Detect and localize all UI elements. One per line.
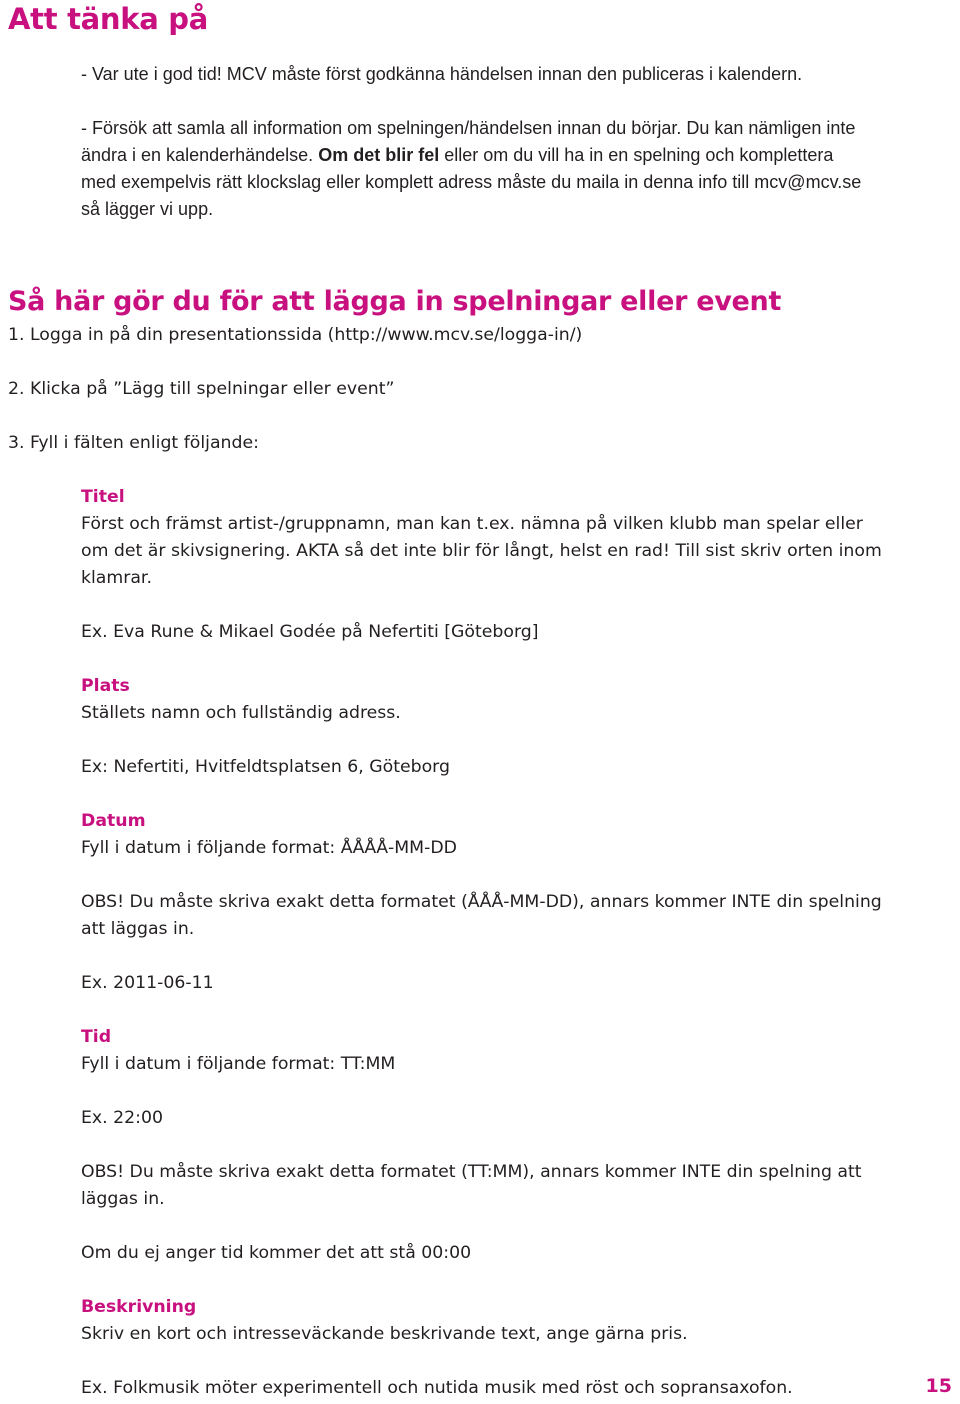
field-datum-desc: Fyll i datum i följande format: ÅÅÅÅ-MM-DD [81,838,457,858]
field-datum-obs: OBS! Du måste skriva exakt detta formatet (ÅÅÅ-MM-DD), annars kommer INTE din spelning att läggas in. [81,892,882,939]
intro-paragraph-2 [81,115,871,223]
field-plats-desc: Ställets namn och fullständig adress. [81,703,401,723]
field-titel-desc: Först och främst artist-/gruppnamn, man kan t.ex. nämna på vilken klubb man spelar eller om det är skivsignering. AKTA så det inte blir för långt, helst en rad! Till sist skriv orten inom klamrar. [81,514,882,588]
intro-p2-start: - Försök att samla all information om spelningen/händelsen innan du börjar. Du kan nämligen inte ändra i en kalenderhändelse. [81,118,856,165]
field-titel [81,484,891,592]
intro-section [81,61,871,250]
step-1: 1. Logga in på din presentationssida (http://www.mcv.se/logga-in/) [8,325,583,345]
field-datum-label: Datum [81,811,146,831]
field-plats [81,673,891,727]
step-2: 2. Klicka på ”Lägg till spelningar eller event” [8,379,395,399]
intro-p2-end: eller om du vill ha in en spelning och komplettera med exempelvis rätt klockslag eller komplett adress måste du maila in denna info till mcv@mcv.se så lägger vi upp. [81,145,862,219]
heading-att-tanka-pa: Att tänka på [8,2,209,36]
heading-steps: Så här gör du för att lägga in spelningar eller event [8,286,782,317]
field-tid-example: Ex. 22:00 [81,1108,163,1128]
intro-paragraph-1: - Var ute i god tid! MCV måste först godkänna händelsen innan den publiceras i kalendern. [81,64,803,84]
field-titel-label: Titel [81,487,125,507]
field-beskrivning [81,1294,891,1348]
field-tid-note: Om du ej anger tid kommer det att stå 00:00 [81,1243,472,1263]
field-tid [81,1024,891,1078]
field-plats-example: Ex: Nefertiti, Hvitfeldtsplatsen 6, Göteborg [81,757,450,777]
field-beskrivning-example: Ex. Folkmusik möter experimentell och nutida musik med röst och sopransaxofon. [81,1378,793,1398]
field-beskrivning-desc: Skriv en kort och intresseväckande beskrivande text, ange gärna pris. [81,1324,688,1344]
field-tid-obs: OBS! Du måste skriva exakt detta formatet (TT:MM), annars kommer INTE din spelning att läggas in. [81,1162,862,1209]
field-titel-example: Ex. Eva Rune & Mikael Godée på Nefertiti [Göteborg] [81,622,539,642]
field-beskrivning-label: Beskrivning [81,1297,197,1317]
intro-p2-bold: Om det blir fel [318,145,440,165]
field-tid-desc: Fyll i datum i följande format: TT:MM [81,1054,396,1074]
field-tid-label: Tid [81,1027,112,1047]
field-datum-example: Ex. 2011-06-11 [81,973,214,993]
field-datum [81,808,891,862]
field-plats-label: Plats [81,676,130,696]
step-3: 3. Fyll i fälten enligt följande: [8,433,259,453]
page-number: 15 [925,1375,952,1397]
